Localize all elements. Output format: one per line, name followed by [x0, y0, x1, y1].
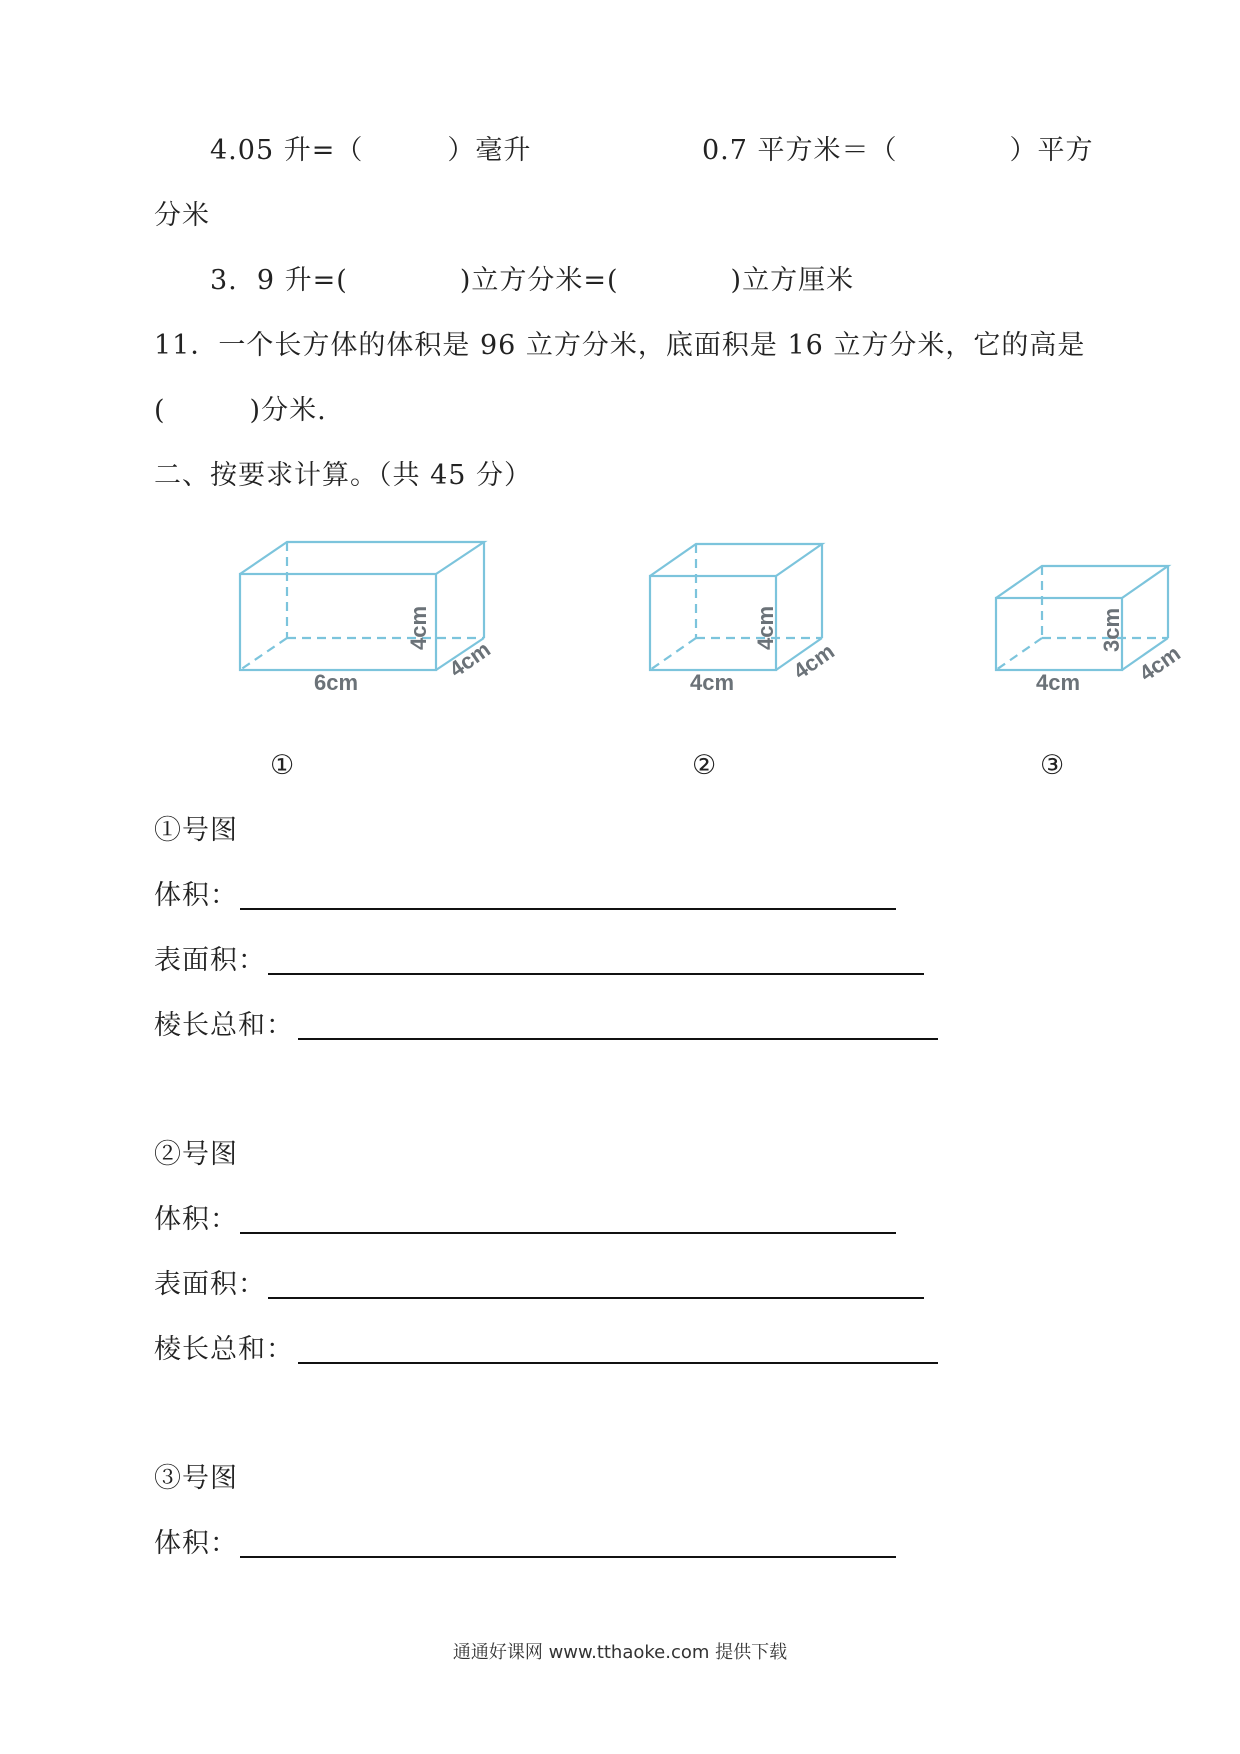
question-11-line-2: ( )分米.: [154, 395, 327, 426]
fig2-height-label: 4cm: [753, 605, 778, 650]
fig3-length-label: 4cm: [1036, 670, 1081, 695]
fig2-answer-title: ②号图: [154, 1139, 238, 1170]
fig2-edges-blank[interactable]: [298, 1362, 938, 1364]
fig2-surface-label: 表面积：: [154, 1269, 266, 1300]
page-footer: 通通好课网 www.tthaoke.com 提供下载: [452, 1642, 788, 1663]
problem-line-1-right: 0.7 平方米＝（ ）平方: [702, 135, 1094, 166]
fig1-volume-label: 体积：: [154, 880, 238, 911]
fig1-answer-title: ①号图: [154, 815, 238, 846]
fig3-width-label: 4cm: [1134, 640, 1185, 687]
fig2-width-label: 4cm: [788, 638, 839, 685]
fig2-volume-label: 体积：: [154, 1204, 238, 1235]
fig1-surface-blank[interactable]: [268, 973, 924, 975]
fig3-volume-label: 体积：: [154, 1528, 238, 1559]
problem-line-2: 分米: [154, 200, 210, 231]
fig1-edges-blank[interactable]: [298, 1038, 938, 1040]
section-2-title: 二、按要求计算。（共 45 分）: [154, 460, 533, 491]
fig1-edges-label: 棱长总和：: [154, 1010, 294, 1041]
cuboid-figure-1: [240, 542, 484, 670]
fig1-height-label: 4cm: [406, 605, 431, 650]
fig3-volume-blank[interactable]: [240, 1556, 896, 1558]
fig3-answer-title: ③号图: [154, 1463, 238, 1494]
question-11-line-1: 11．一个长方体的体积是 96 立方分米，底面积是 16 立方分米，它的高是: [154, 330, 1086, 361]
fig3-height-label: 3cm: [1099, 607, 1124, 652]
figure-3-marker: ③: [1040, 750, 1065, 781]
fig1-length-label: 6cm: [314, 670, 359, 695]
fig1-surface-label: 表面积：: [154, 945, 266, 976]
fig2-length-label: 4cm: [690, 670, 735, 695]
fig2-edges-label: 棱长总和：: [154, 1334, 294, 1365]
fig2-volume-blank[interactable]: [240, 1232, 896, 1234]
fig2-surface-blank[interactable]: [268, 1297, 924, 1299]
problem-line-1-left: 4.05 升=（ ）毫升: [210, 135, 532, 166]
figure-1-marker: ①: [270, 750, 295, 781]
problem-line-3: 3. 9 升=( )立方分米=( )立方厘米: [210, 265, 855, 296]
cuboid-figures: [0, 0, 1240, 760]
cuboid-figure-2: [650, 544, 822, 670]
figure-2-marker: ②: [692, 750, 717, 781]
cuboid-figure-3: [996, 566, 1168, 670]
fig1-width-label: 4cm: [444, 636, 495, 683]
fig1-volume-blank[interactable]: [240, 908, 896, 910]
